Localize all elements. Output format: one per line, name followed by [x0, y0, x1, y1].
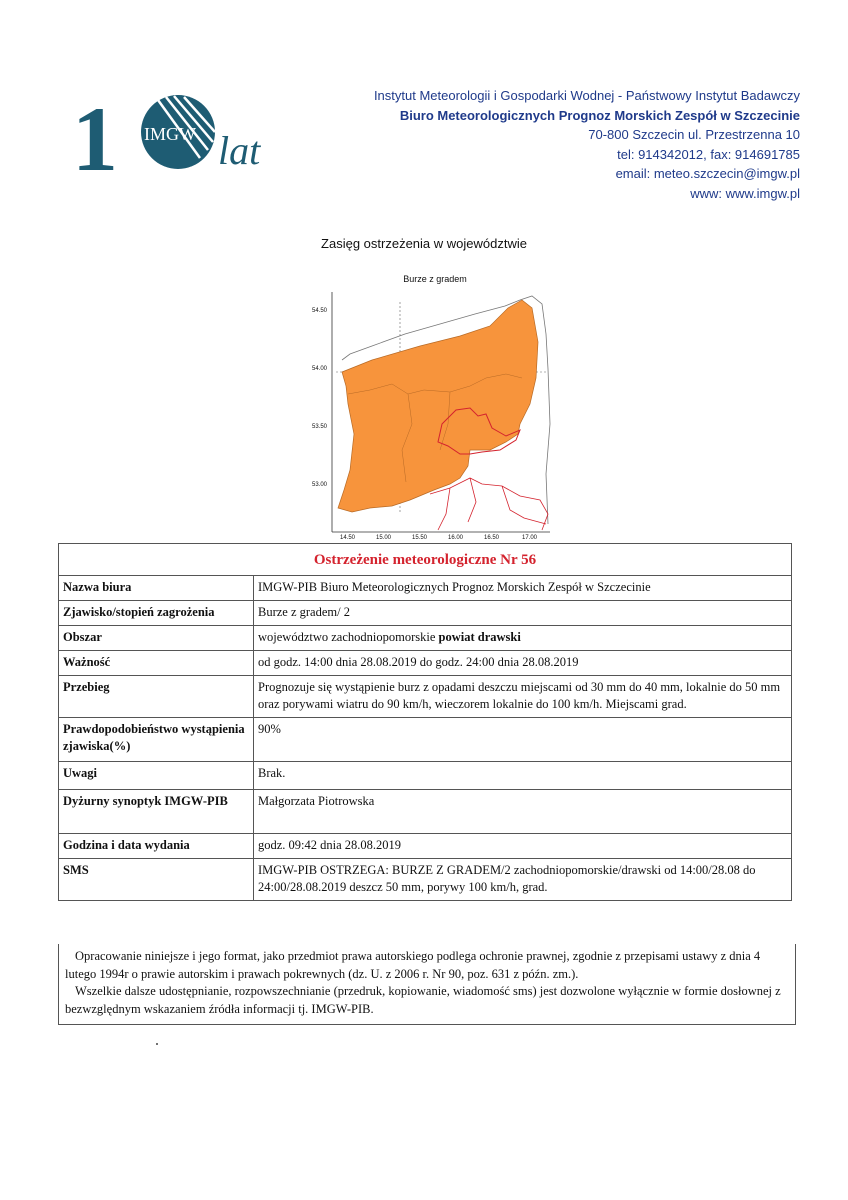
imgw-100-years-logo [72, 88, 282, 178]
table-row [59, 859, 792, 901]
logo-suffix: lat [218, 128, 261, 173]
office-phone: tel: 914342012, fax: 914691785 [617, 146, 800, 162]
row-label: Godzina i data wydania [59, 834, 254, 859]
row-label: Prawdopodobieństwo wystąpienia zjawiska(%) [59, 718, 254, 762]
map-figure [310, 274, 560, 546]
row-value: Brak. [254, 762, 792, 790]
table-row [59, 790, 792, 834]
warning-title: Ostrzeżenie meteorologiczne Nr 56 [59, 544, 792, 576]
table-row [59, 576, 792, 601]
row-label: Dyżurny synoptyk IMGW-PIB [59, 790, 254, 834]
map-neighbor-borders [430, 478, 548, 530]
area-region: województwo zachodniopomorskie [258, 630, 436, 644]
table-row [59, 651, 792, 676]
row-label: Ważność [59, 651, 254, 676]
lon-label: 15.00 [376, 535, 392, 541]
row-value: Prognozuje się wystąpienie burz z opadami deszczu miejscami od 30 mm do 40 mm, lokalnie do 50 mm oraz porywami wiatru do 90 km/h, wieczorem lokalnie do 100 km/h. Miejscami grad. [254, 676, 792, 718]
table-row [59, 718, 792, 762]
row-value: IMGW-PIB Biuro Meteorologicznych Prognoz Morskich Zespół w Szczecinie [254, 576, 792, 601]
row-value: od godz. 14:00 dnia 28.08.2019 do godz. 24:00 dnia 28.08.2019 [254, 651, 792, 676]
row-label: Przebieg [59, 676, 254, 718]
row-value: 90% [254, 718, 792, 762]
row-label: Zjawisko/stopień zagrożenia [59, 601, 254, 626]
logo-number: 1 [72, 88, 118, 178]
row-label: Uwagi [59, 762, 254, 790]
table-row [59, 601, 792, 626]
map-subtitle: Burze z gradem [403, 274, 467, 284]
lat-label: 54.00 [312, 366, 328, 372]
lon-label: 14.50 [340, 535, 356, 541]
row-value: godz. 09:42 dnia 28.08.2019 [254, 834, 792, 859]
office-name: Biuro Meteorologicznych Prognoz Morskich Zespół w Szczecinie [399, 107, 800, 123]
table-row [59, 676, 792, 718]
lat-label: 54.50 [312, 308, 328, 314]
office-header [374, 86, 800, 203]
lon-label: 15.50 [412, 535, 428, 541]
row-label: Obszar [59, 626, 254, 651]
table-row [59, 834, 792, 859]
office-address: 70-800 Szczecin ul. Przestrzenna 10 [588, 127, 800, 142]
warning-map [310, 274, 560, 546]
lon-label: 16.00 [448, 535, 464, 541]
institute-name: Instytut Meteorologii i Gospodarki Wodnej - Państwowy Instytut Badawczy [373, 88, 800, 103]
office-email[interactable]: email: meteo.szczecin@imgw.pl [615, 166, 800, 181]
scan-speck [156, 1043, 158, 1045]
row-value: IMGW-PIB OSTRZEGA: BURZE Z GRADEM/2 zachodniopomorskie/drawski od 14:00/28.08 do 24:00/28.08.2019 deszcz 50 mm, porywy 100 km/h, grad. [254, 859, 792, 901]
lon-label: 16.50 [484, 535, 500, 541]
copyright-note [58, 944, 796, 1025]
copyright-text: Opracowanie niniejsze i jego format, jako przedmiot prawa autorskiego podlega ochronie prawnej, zgodnie z przepisami ustawy z dnia 4 lutego 1994r o prawie autorskim i prawach pokrewnych (dz. U. z 2006 r. Nr 90, poz. 631 z późn. zm.). [65, 949, 761, 981]
warning-table [58, 543, 792, 901]
area-county: powiat drawski [438, 630, 521, 644]
lat-label: 53.00 [312, 482, 328, 488]
table-title-row [59, 544, 792, 576]
table-row [59, 762, 792, 790]
office-www[interactable]: www: www.imgw.pl [690, 185, 800, 201]
lon-label: 17.00 [522, 535, 538, 541]
row-label: Nazwa biura [59, 576, 254, 601]
usage-text: Wszelkie dalsze udostępnianie, rozpowszechnianie (przedruk, kopiowanie, wiadomość sms) jest dozwolone wyłącznie w formie dosłownej z bezwzględnym wskazaniem źródła informacji tj. IMGW-PIB. [65, 984, 781, 1016]
table-row [59, 626, 792, 651]
logo-badge: IMGW [144, 124, 196, 144]
row-value: Burze z gradem/ 2 [254, 601, 792, 626]
lat-label: 53.50 [312, 424, 328, 430]
row-value: Małgorzata Piotrowska [254, 790, 792, 834]
row-value [254, 626, 792, 651]
map-title: Zasięg ostrzeżenia w województwie [321, 236, 527, 251]
map-warning-area [338, 300, 538, 512]
row-label: SMS [59, 859, 254, 901]
